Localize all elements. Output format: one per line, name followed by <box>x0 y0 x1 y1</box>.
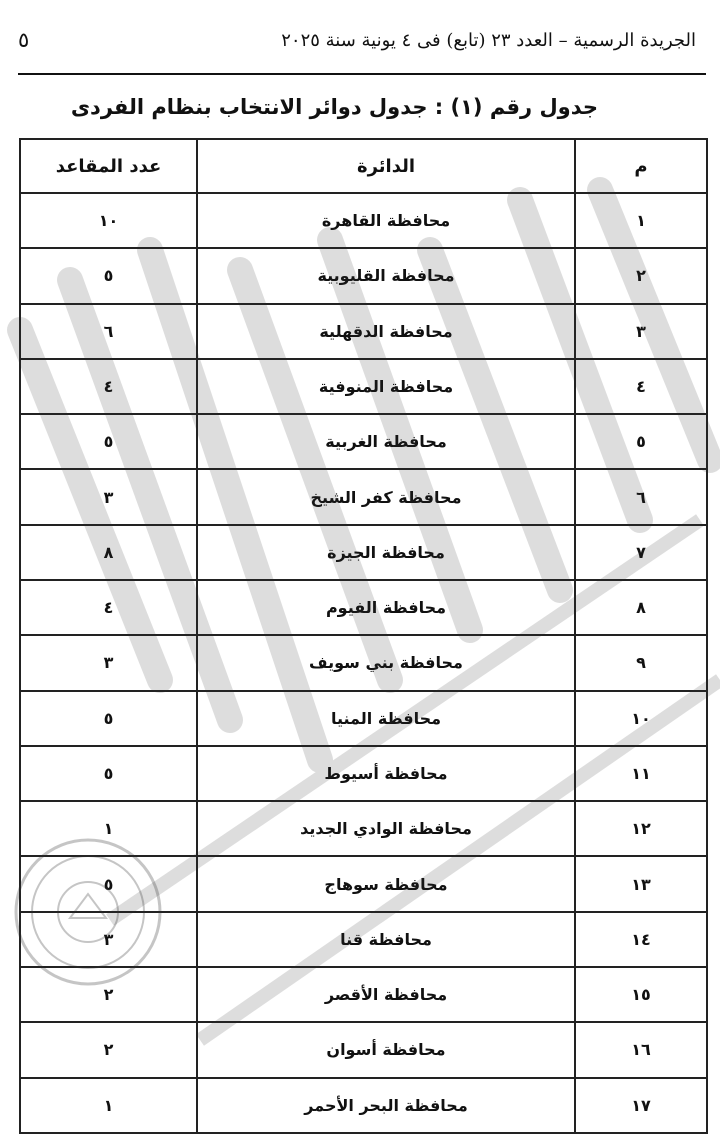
table-header-row <box>20 139 707 193</box>
seat-count-cell: ٢ <box>20 1022 197 1077</box>
gazette-title: الجريدة الرسمية – العدد ٢٣ (تابع) فى ٤ يونية سنة ٢٠٢٥ <box>281 30 696 51</box>
row-number-cell: ١٤ <box>575 912 707 967</box>
district-name-cell: محافظة الدقهلية <box>197 304 575 359</box>
district-name-cell: محافظة المنوفية <box>197 359 575 414</box>
table-row <box>20 1078 707 1134</box>
row-number-cell: ١ <box>575 193 707 248</box>
district-name-cell: محافظة الوادي الجديد <box>197 801 575 856</box>
district-name-cell: محافظة أسيوط <box>197 746 575 801</box>
table-caption: جدول رقم (١) : جدول دوائر الانتخاب بنظام الفردى <box>70 95 598 119</box>
district-name-cell: محافظة سوهاج <box>197 856 575 911</box>
row-number-cell: ١٢ <box>575 801 707 856</box>
seat-count-cell: ٥ <box>20 691 197 746</box>
table-row <box>20 967 707 1022</box>
column-header-number: م <box>575 139 707 193</box>
seat-count-cell: ٥ <box>20 856 197 911</box>
district-name-cell: محافظة القليوبية <box>197 248 575 303</box>
seat-count-cell: ١ <box>20 801 197 856</box>
district-name-cell: محافظة الجيزة <box>197 525 575 580</box>
district-name-cell: محافظة الفيوم <box>197 580 575 635</box>
row-number-cell: ١٥ <box>575 967 707 1022</box>
row-number-cell: ١٠ <box>575 691 707 746</box>
row-number-cell: ١٧ <box>575 1078 707 1134</box>
districts-table-container <box>19 138 706 1134</box>
table-row <box>20 469 707 524</box>
row-number-cell: ١١ <box>575 746 707 801</box>
district-name-cell: محافظة قنا <box>197 912 575 967</box>
seat-count-cell: ٣ <box>20 469 197 524</box>
table-row <box>20 304 707 359</box>
table-row <box>20 1022 707 1077</box>
table-row <box>20 525 707 580</box>
table-body <box>20 193 707 1133</box>
district-name-cell: محافظة البحر الأحمر <box>197 1078 575 1134</box>
seat-count-cell: ١٠ <box>20 193 197 248</box>
row-number-cell: ٨ <box>575 580 707 635</box>
column-header-district: الدائرة <box>197 139 575 193</box>
row-number-cell: ١٦ <box>575 1022 707 1077</box>
district-name-cell: محافظة الغربية <box>197 414 575 469</box>
row-number-cell: ٢ <box>575 248 707 303</box>
seat-count-cell: ٤ <box>20 359 197 414</box>
seat-count-cell: ٣ <box>20 635 197 690</box>
page-number: ٥ <box>18 28 30 52</box>
seat-count-cell: ٣ <box>20 912 197 967</box>
seat-count-cell: ٨ <box>20 525 197 580</box>
header-rule <box>18 73 706 75</box>
row-number-cell: ٦ <box>575 469 707 524</box>
district-name-cell: محافظة بني سويف <box>197 635 575 690</box>
district-name-cell: محافظة المنيا <box>197 691 575 746</box>
district-name-cell: محافظة القاهرة <box>197 193 575 248</box>
table-row <box>20 746 707 801</box>
seat-count-cell: ٦ <box>20 304 197 359</box>
table-row <box>20 414 707 469</box>
page-header <box>18 22 704 66</box>
table-row <box>20 856 707 911</box>
row-number-cell: ٩ <box>575 635 707 690</box>
district-name-cell: محافظة أسوان <box>197 1022 575 1077</box>
table-row <box>20 635 707 690</box>
row-number-cell: ٤ <box>575 359 707 414</box>
column-header-seats: عدد المقاعد <box>20 139 197 193</box>
seat-count-cell: ٥ <box>20 414 197 469</box>
row-number-cell: ٧ <box>575 525 707 580</box>
row-number-cell: ١٣ <box>575 856 707 911</box>
table-row <box>20 580 707 635</box>
row-number-cell: ٥ <box>575 414 707 469</box>
table-row <box>20 193 707 248</box>
seat-count-cell: ٤ <box>20 580 197 635</box>
seat-count-cell: ٥ <box>20 746 197 801</box>
districts-table <box>19 138 708 1134</box>
row-number-cell: ٣ <box>575 304 707 359</box>
seat-count-cell: ٢ <box>20 967 197 1022</box>
table-row <box>20 359 707 414</box>
district-name-cell: محافظة كفر الشيخ <box>197 469 575 524</box>
seat-count-cell: ١ <box>20 1078 197 1134</box>
table-row <box>20 912 707 967</box>
table-row <box>20 248 707 303</box>
seat-count-cell: ٥ <box>20 248 197 303</box>
district-name-cell: محافظة الأقصر <box>197 967 575 1022</box>
table-row <box>20 801 707 856</box>
table-row <box>20 691 707 746</box>
